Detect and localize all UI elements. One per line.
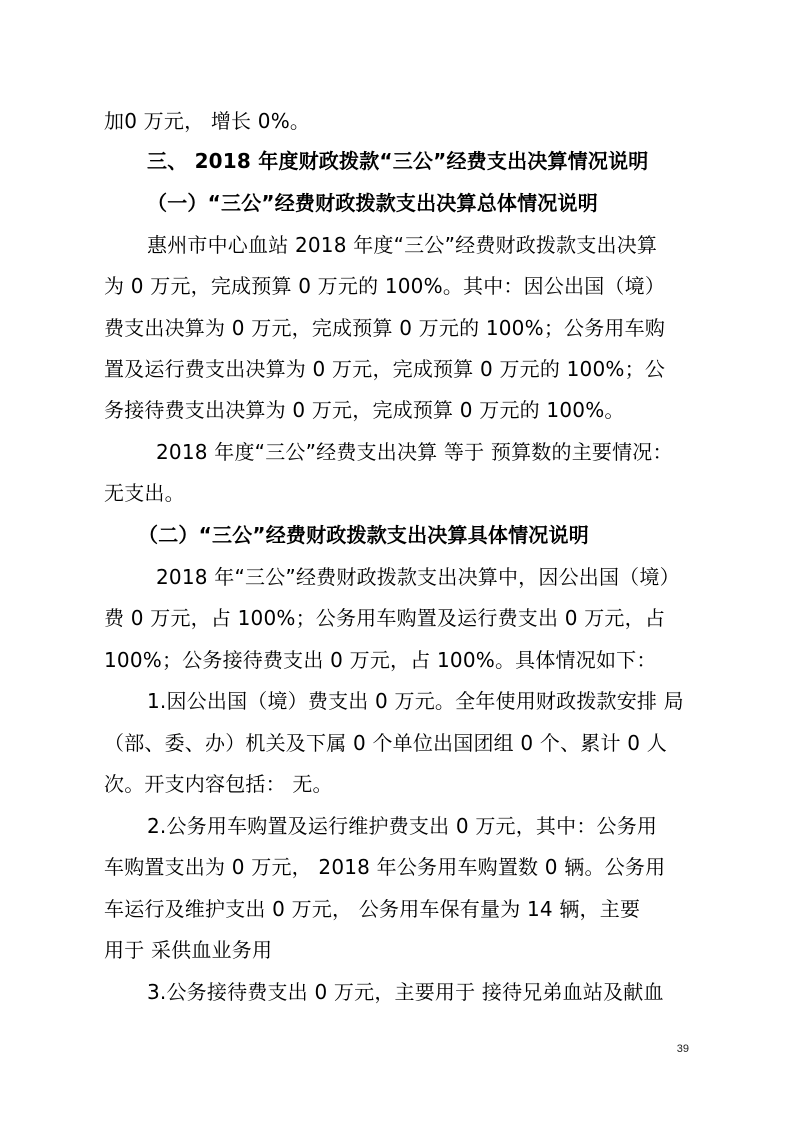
page-number: 39	[676, 1043, 689, 1055]
text-line: 为 0 万元，完成预算 0 万元的 100%。其中：因公出国（境）	[104, 274, 666, 298]
text-line: 2.公务用车购置及运行维护费支出 0 万元，其中：公务用	[147, 814, 658, 838]
text-line: （部、委、办）机关及下属 0 个单位出国团组 0 个、累计 0 人	[104, 731, 667, 755]
section-heading: 三、 2018 年度财政拨款“三公”经费支出决算情况说明	[147, 149, 649, 173]
text-line: 100%；公务接待费支出 0 万元，占 100%。具体情况如下：	[104, 648, 657, 672]
text-line: 2018 年度“三公”经费支出决算 等于 预算数的主要情况：	[156, 440, 673, 464]
text-line: 1.因公出国（境）费支出 0 万元。全年使用财政拨款安排 局	[147, 689, 684, 713]
text-line: 车运行及维护支出 0 万元， 公务用车保有量为 14 辆，主要	[104, 897, 641, 921]
text-line: 车购置支出为 0 万元， 2018 年公务用车购置数 0 辆。公务用	[104, 855, 666, 879]
text-line: 惠州市中心血站 2018 年度“三公”经费财政拨款支出决算	[147, 233, 658, 257]
text-line: 加0 万元， 增长 0%。	[104, 109, 311, 133]
text-line: 费 0 万元，占 100%；公务用车购置及运行费支出 0 万元，占	[104, 606, 666, 630]
text-line: 费支出决算为 0 万元，完成预算 0 万元的 100%；公务用车购	[104, 316, 666, 340]
text-line: 无支出。	[104, 481, 185, 505]
text-line: 3.公务接待费支出 0 万元，主要用于 接待兄弟血站及献血	[147, 980, 664, 1004]
subsection-heading: （一）“三公”经费财政拨款支出决算总体情况说明	[147, 191, 598, 215]
text-line: 次。开支内容包括： 无。	[104, 772, 333, 796]
text-line: 用于 采供血业务用	[104, 938, 273, 962]
text-line: 2018 年“三公”经费财政拨款支出决算中，因公出国（境）	[156, 565, 680, 589]
text-line: 置及运行费支出决算为 0 万元，完成预算 0 万元的 100%；公	[104, 357, 666, 381]
subsection-heading: （二）“三公”经费财政拨款支出决算具体情况说明	[138, 523, 589, 547]
text-line: 务接待费支出决算为 0 万元，完成预算 0 万元的 100%。	[104, 398, 625, 422]
